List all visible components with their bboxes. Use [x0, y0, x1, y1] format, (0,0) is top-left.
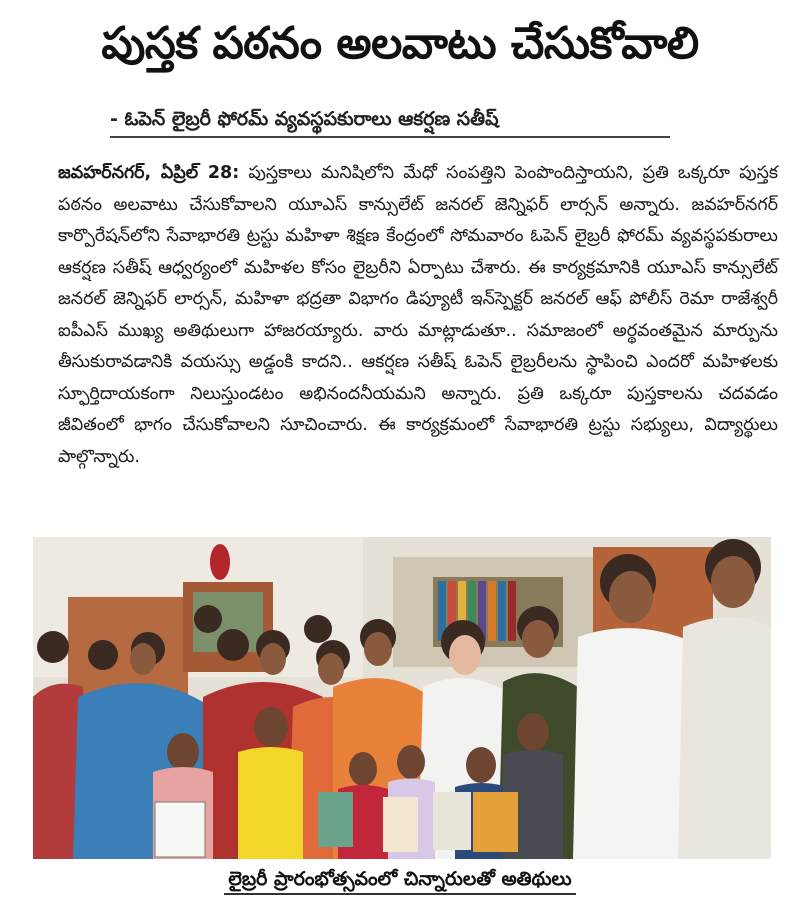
event-photo [33, 537, 771, 859]
dateline: జవహర్‌నగర్, ఏప్రిల్ 28: [58, 163, 240, 183]
subheadline-underline [110, 136, 670, 138]
caption-text: లైబ్రరీ ప్రారంభోత్సవంలో చిన్నారులతో అతిథులు [224, 868, 575, 895]
subheadline: - ఓపెన్ లైబ్రరీ ఫోరమ్ వ్యవస్థపకురాలు ఆకర్షణ సతీష్ [110, 108, 499, 130]
photo-caption [0, 868, 800, 895]
event-photo-illustration [33, 537, 771, 859]
article-text: పుస్తకాలు మనిషిలోని మేధో సంపత్తిని పెంపొందిస్తాయని, ప్రతి ఒక్కరూ పుస్తక పఠనం అలవాటు చేసుకోవాలని యూఎస్ కాన్సులేట్ జనరల్ జెన్నిఫర్ లార్సన్ అన్నారు. జవహర్‌నగర్ కార్పొరేషన్‌లోని సేవాభారతి ట్రస్టు మహిళా శిక్షణ కేంద్రంలో సోమవారం ఓపెన్ లైబ్రరీ ఫోరమ్ వ్యవస్థపకురాలు ఆకర్షణ సతీష్ ఆధ్వర్యంలో మహిళల కోసం లైబ్రరీని ఏర్పాటు చేశారు. ఈ కార్యక్రమానికి యూఎస్ కాన్సులేట్ జనరల్ జెన్నిఫర్ లార్సన్, మహిళా భద్రతా విభాగం డిప్యూటీ ఇన్‌స్పెక్టర్ జనరల్ ఆఫ్ పోలీస్ రెమా రాజేశ్వరీ ఐపీఎస్ ముఖ్య అతిథులుగా హాజరయ్యారు. వారు మాట్లాడుతూ.. సమాజంలో అర్థవంతమైన మార్పును తీసుకురావడానికి వయస్సు అడ్డంకి కాదని.. ఆకర్షణ సతీష్ ఓపెన్ లైబ్రరీలను స్థాపించి ఎందరో మహిళలకు స్ఫూర్తిదాయకంగా నిలుస్తుండటం అభినందనీయమని అన్నారు. ప్రతి ఒక్కరూ పుస్తకాలను చదవడం జీవితంలో భాగం చేసుకోవాలని సూచించారు. ఈ కార్యక్రమంలో సేవాభారతి ట్రస్టు సభ్యులు, విద్యార్థులు పాల్గొన్నారు. [58, 163, 778, 467]
headline: పుస్తక పఠనం అలవాటు చేసుకోవాలి [101, 18, 699, 69]
article-body [58, 158, 778, 473]
